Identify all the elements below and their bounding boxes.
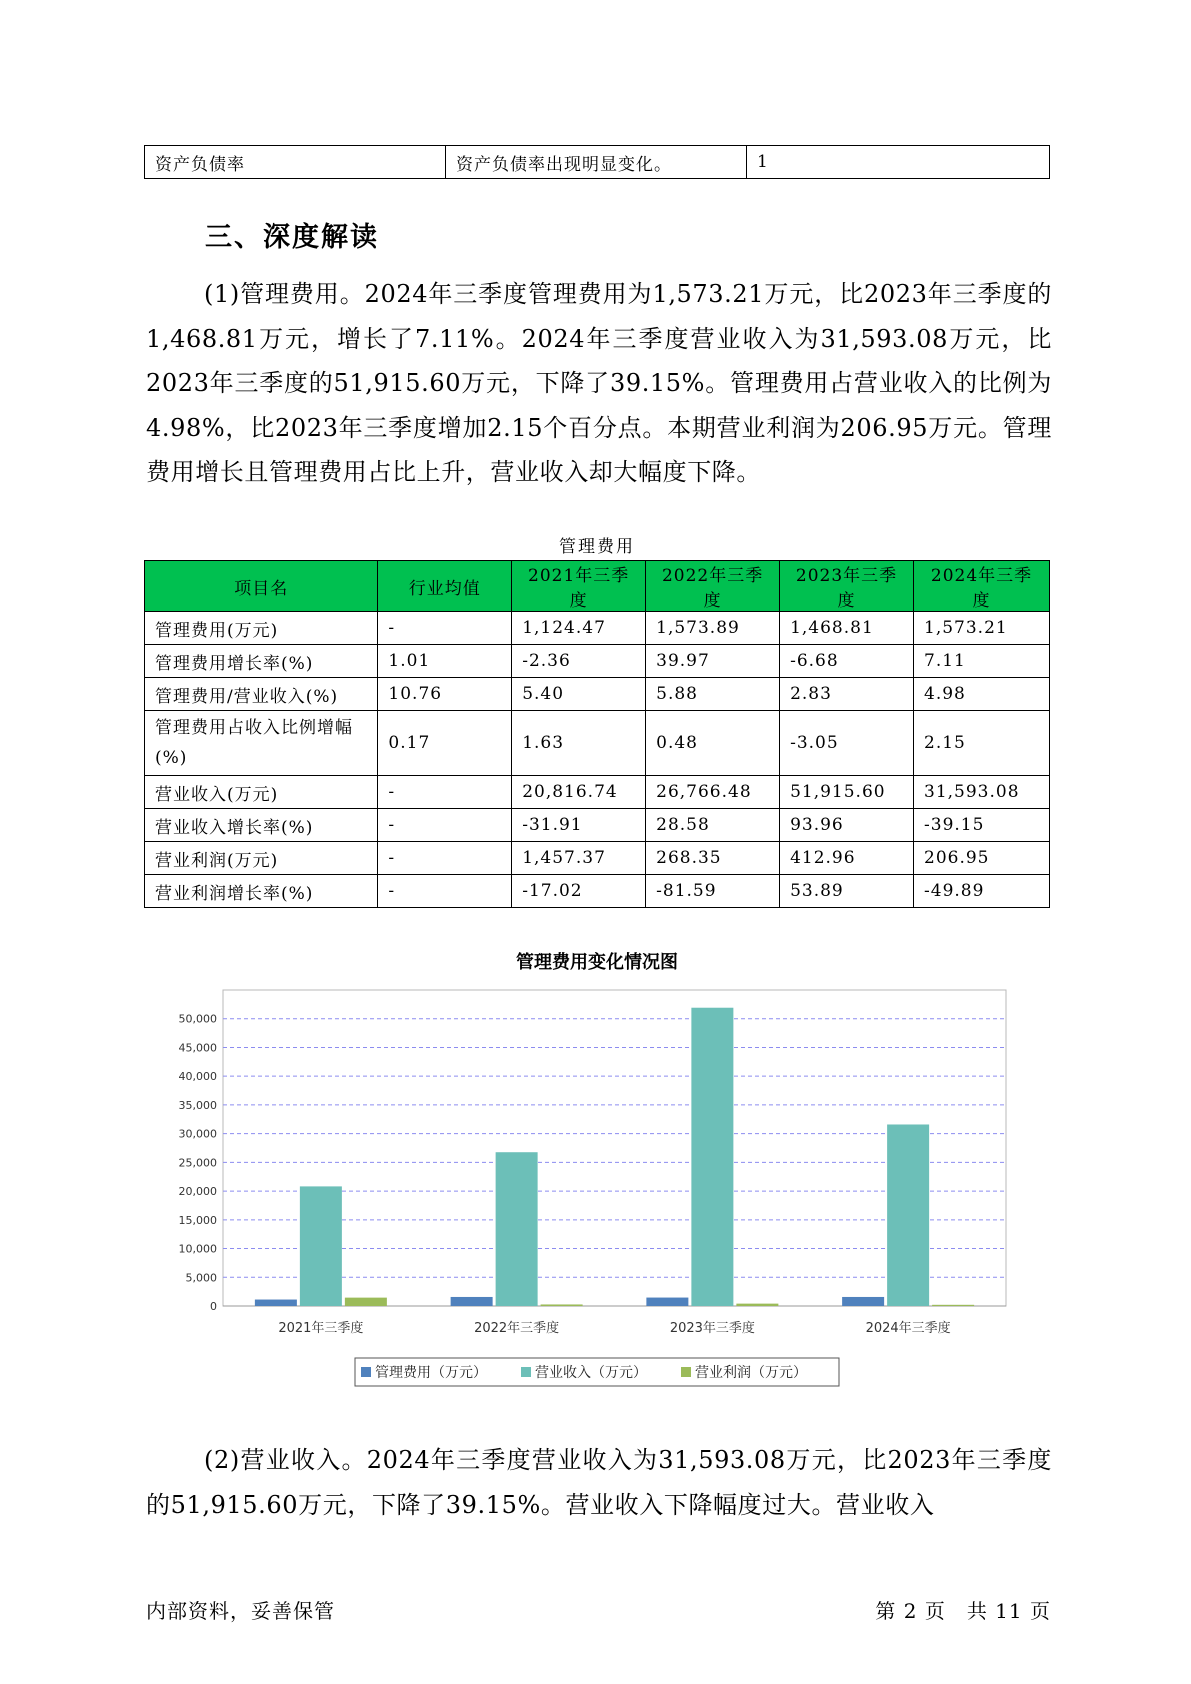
table-row (145, 711, 1050, 776)
table-cell: - (378, 809, 512, 842)
bar (932, 1305, 974, 1306)
table-cell: 7.11 (914, 645, 1050, 678)
table-row (145, 842, 1050, 875)
bar (345, 1298, 387, 1306)
bar (736, 1304, 778, 1306)
table-cell: - (378, 875, 512, 908)
table-cell: 5.88 (646, 678, 780, 711)
management-expense-chart (144, 978, 1050, 1398)
bar (451, 1297, 493, 1306)
y-tick-label: 40,000 (178, 1070, 217, 1084)
legend-swatch (681, 1367, 691, 1377)
table-cell: 206.95 (914, 842, 1050, 875)
table-cell: 4.98 (914, 678, 1050, 711)
table-cell: 1,457.37 (512, 842, 646, 875)
indicator-table (144, 145, 1050, 179)
table-cell: 93.96 (780, 809, 914, 842)
bar (255, 1300, 297, 1306)
table-cell: 5.40 (512, 678, 646, 711)
table-cell: 0.48 (646, 711, 780, 776)
table-cell: -6.68 (780, 645, 914, 678)
table-row (145, 612, 1050, 645)
y-tick-label: 35,000 (178, 1098, 217, 1112)
paragraph-management-expense (146, 272, 1052, 495)
y-tick-label: 10,000 (178, 1242, 217, 1256)
y-tick-label: 20,000 (178, 1185, 217, 1199)
table-row (145, 678, 1050, 711)
table-cell: 51,915.60 (780, 776, 914, 809)
header-cell: 2023年三季度 (780, 561, 914, 612)
header-cell: 行业均值 (378, 561, 512, 612)
table-caption: 管理费用 (559, 537, 635, 557)
table-cell: 营业利润增长率(%) (145, 875, 378, 908)
bar (646, 1298, 688, 1306)
indicator-name-cell: 资产负债率 (145, 146, 446, 179)
bar (541, 1304, 583, 1306)
table-cell: 2.15 (914, 711, 1050, 776)
x-tick-label: 2023年三季度 (669, 1321, 755, 1336)
table-cell: 26,766.48 (646, 776, 780, 809)
y-tick-label: 0 (210, 1300, 217, 1313)
table-cell: 412.96 (780, 842, 914, 875)
table-cell: 20,816.74 (512, 776, 646, 809)
footer-confidential-note: 内部资料，妥善保管 (146, 1599, 335, 1623)
y-tick-label: 25,000 (178, 1156, 217, 1170)
y-tick-label: 50,000 (178, 1012, 217, 1026)
table-cell: 1,468.81 (780, 612, 914, 645)
x-tick-label: 2021年三季度 (278, 1321, 364, 1336)
header-cell: 2022年三季度 (646, 561, 780, 612)
table-cell: 10.76 (378, 678, 512, 711)
table-cell: -81.59 (646, 875, 780, 908)
table-cell: -31.91 (512, 809, 646, 842)
bar (300, 1186, 342, 1306)
bar (496, 1152, 538, 1306)
table-cell: 营业收入增长率(%) (145, 809, 378, 842)
section-heading: 三、深度解读 (205, 222, 379, 253)
table-row (145, 875, 1050, 908)
table-cell: 53.89 (780, 875, 914, 908)
x-tick-label: 2022年三季度 (474, 1321, 560, 1336)
table-cell: 0.17 (378, 711, 512, 776)
bar (691, 1008, 733, 1306)
table-cell: 31,593.08 (914, 776, 1050, 809)
table-header-row (145, 561, 1050, 612)
table-row (145, 809, 1050, 842)
table-cell: 营业利润(万元) (145, 842, 378, 875)
indicator-description-cell: 资产负债率出现明显变化。 (446, 146, 747, 179)
legend-label: 营业收入（万元） (535, 1365, 647, 1381)
bar (842, 1297, 884, 1306)
y-tick-label: 5,000 (185, 1271, 217, 1285)
x-tick-label: 2024年三季度 (865, 1321, 951, 1336)
y-tick-label: 30,000 (178, 1127, 217, 1141)
table-cell: 营业收入(万元) (145, 776, 378, 809)
header-cell: 2024年三季度 (914, 561, 1050, 612)
table-cell: 39.97 (646, 645, 780, 678)
table-cell: 268.35 (646, 842, 780, 875)
header-cell: 2021年三季度 (512, 561, 646, 612)
table-cell: 管理费用占收入比例增幅(%) (145, 711, 378, 776)
table-cell: 1,573.89 (646, 612, 780, 645)
table-cell: -3.05 (780, 711, 914, 776)
legend-swatch (361, 1367, 371, 1377)
indicator-value-cell: 1 (747, 146, 1050, 179)
chart-title: 管理费用变化情况图 (516, 952, 678, 973)
table-cell: 管理费用/营业收入(%) (145, 678, 378, 711)
table-cell: -2.36 (512, 645, 646, 678)
table-cell: -17.02 (512, 875, 646, 908)
legend-label: 营业利润（万元） (695, 1365, 807, 1381)
footer-page-number: 第 2 页 共 11 页 (875, 1599, 1051, 1623)
table-cell: 管理费用增长率(%) (145, 645, 378, 678)
table-row (145, 146, 1050, 179)
header-cell: 项目名 (145, 561, 378, 612)
table-cell: 1,573.21 (914, 612, 1050, 645)
table-cell: 1.01 (378, 645, 512, 678)
table-cell: -39.15 (914, 809, 1050, 842)
table-cell: 1.63 (512, 711, 646, 776)
table-cell: - (378, 612, 512, 645)
legend-swatch (521, 1367, 531, 1377)
y-tick-label: 45,000 (178, 1041, 217, 1055)
table-cell: 28.58 (646, 809, 780, 842)
table-cell: - (378, 776, 512, 809)
table-cell: -49.89 (914, 875, 1050, 908)
table-row (145, 645, 1050, 678)
table-cell: 1,124.47 (512, 612, 646, 645)
bar (887, 1124, 929, 1306)
table-cell: 管理费用(万元) (145, 612, 378, 645)
table-cell: - (378, 842, 512, 875)
management-expense-table (144, 560, 1050, 908)
table-cell: 2.83 (780, 678, 914, 711)
y-tick-label: 15,000 (178, 1213, 217, 1227)
paragraph-text: (1)管理费用。2024年三季度管理费用为1,573.21万元，比2023年三季度的1,468.81万元，增长了7.11%。2024年三季度营业收入为31,593.08万元，比2023年三季度的51,915.60万元，下降了39.15%。管理费用占营业收入的比例为4.98%，比2023年三季度增加2.15个百分点。本期营业利润为206.95万元。管理费用增长且管理费用占比上升，营业收入却大幅度下降。 (146, 280, 1052, 486)
paragraph-text: (2)营业收入。2024年三季度营业收入为31,593.08万元，比2023年三季度的51,915.60万元，下降了39.15%。营业收入下降幅度过大。营业收入 (146, 1446, 1052, 1519)
paragraph-revenue (146, 1438, 1052, 1527)
legend-label: 管理费用（万元） (375, 1365, 487, 1381)
table-row (145, 776, 1050, 809)
